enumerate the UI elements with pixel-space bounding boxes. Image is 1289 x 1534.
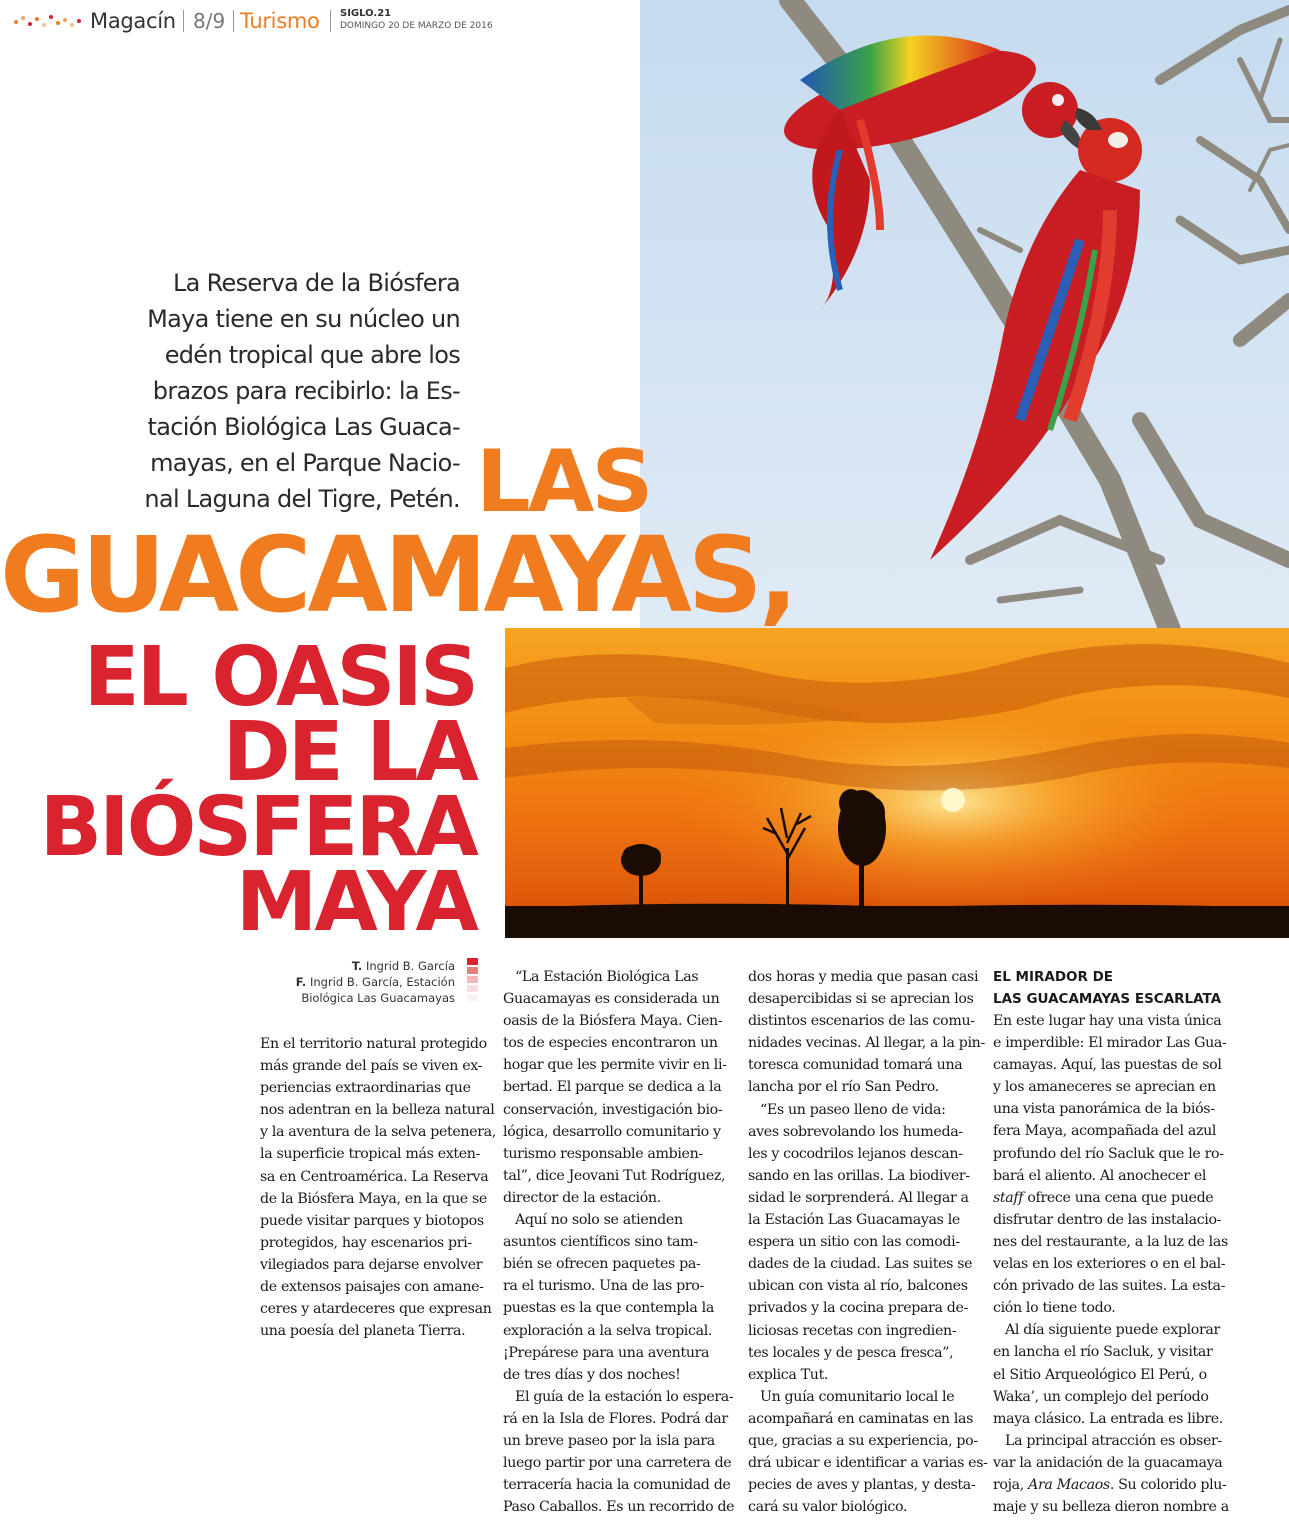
body-line: Guacamayas es considerada un xyxy=(503,991,720,1008)
body-line: de tres días y dos noches! xyxy=(503,1366,681,1383)
body-line: director de la estación. xyxy=(503,1189,661,1206)
header-divider xyxy=(330,10,331,32)
lead-paragraph xyxy=(100,265,460,517)
lead-line: tación Biológica Las Guaca- xyxy=(147,413,460,441)
lead-line: nal Laguna del Tigre, Petén. xyxy=(144,485,460,513)
body-line: de extensos paisajes con amane- xyxy=(260,1279,484,1296)
body-line: pecies de aves y plantas, y desta- xyxy=(748,1477,976,1494)
body-line: tal”, dice Jeovani Tut Rodríguez, xyxy=(503,1167,726,1184)
header-divider xyxy=(183,10,184,32)
body-line: privados y la cocina prepara de- xyxy=(748,1300,969,1317)
body-line: bertad. El parque se dedica a la xyxy=(503,1079,722,1096)
body-line: la Estación Las Guacamayas le xyxy=(748,1212,960,1229)
body-line: En este lugar hay una vista única xyxy=(993,1013,1222,1029)
body-line: periencias extraordinarias que xyxy=(260,1080,471,1097)
text-credit-author: Ingrid B. García xyxy=(365,959,455,973)
body-line: cará su valor biológico. xyxy=(748,1499,908,1516)
photo-credit-author: Ingrid B. García, Estación xyxy=(309,975,455,989)
body-line: rá en la Isla de Flores. Podrá dar xyxy=(503,1410,728,1427)
body-line: cón privado de las suites. La esta- xyxy=(993,1278,1226,1295)
body-line: y la aventura de la selva petenera, xyxy=(260,1124,496,1141)
lead-line: brazos para recibirlo: la Es- xyxy=(152,377,460,405)
body-line: dades de la ciudad. Las suites se xyxy=(748,1256,973,1273)
body-line: vilegiados para dejarse envolver xyxy=(260,1256,483,1273)
body-line: Paso Caballos. Es un recorrido de xyxy=(503,1499,735,1516)
body-line: luego partir por una carretera de xyxy=(503,1455,732,1472)
body-line: maya clásico. La entrada es libre. xyxy=(993,1410,1223,1427)
body-line: una poesía del planeta Tierra. xyxy=(260,1323,466,1340)
body-line: asuntos científicos sino tam- xyxy=(503,1234,698,1251)
headline-el-oasis: EL OASIS xyxy=(83,630,476,725)
body-column-2 xyxy=(503,966,735,1518)
body-line: distintos escenarios de las comu- xyxy=(748,1013,975,1030)
body-line: oasis de la Biósfera Maya. Cien- xyxy=(503,1013,723,1030)
body-line: puestas es la que contempla la xyxy=(503,1300,714,1317)
body-line: puede visitar parques y biotopos xyxy=(260,1212,484,1229)
body-line: bién se ofrecen paquetes pa- xyxy=(503,1256,701,1273)
body-line: Al día siguiente puede explorar xyxy=(1005,1322,1220,1339)
body-line: liciosas recetas con ingredien- xyxy=(748,1322,957,1339)
body-line: terracería hacia la comunidad de xyxy=(503,1477,731,1494)
body-line: la superficie tropical más exten- xyxy=(260,1146,481,1163)
roja-pre: roja, xyxy=(993,1476,1029,1493)
body-line: sidad le sorprenderá. Al llegar a xyxy=(748,1189,969,1206)
body-line: En el territorio natural protegido xyxy=(260,1036,487,1052)
body-line: sando en las orillas. La biodiver- xyxy=(748,1167,970,1184)
staff-rest: ofrece una cena que puede xyxy=(1023,1189,1214,1206)
subheading xyxy=(993,966,1233,1010)
lead-line: mayas, en el Parque Nacio- xyxy=(150,449,460,477)
headline-guacamayas: GUACAMAYAS, xyxy=(0,514,795,636)
page-numbers: 8/9 xyxy=(193,9,226,33)
body-line: exploración a la selva tropical. xyxy=(503,1322,713,1339)
body-line: Un guía comunitario local le xyxy=(760,1388,955,1405)
body-line: Waka’, un complejo del período xyxy=(993,1388,1209,1405)
body-line: más grande del país se viven ex- xyxy=(260,1058,483,1075)
body-line: var la anidación de la guacamaya xyxy=(993,1454,1223,1471)
staff-word: staff xyxy=(993,1189,1024,1206)
headline-las: LAS xyxy=(476,432,651,532)
body-line: de la Biósfera Maya, en la que se xyxy=(260,1190,487,1207)
body-line: ubican con vista al río, balcones xyxy=(748,1278,968,1295)
headline-de-la: DE LA xyxy=(222,705,476,800)
body-line: nidades vecinas. Al llegar, a la pin- xyxy=(748,1035,985,1052)
body-line xyxy=(993,1474,1227,1496)
issue-date: DOMINGO 20 DE MARZO DE 2016 xyxy=(340,21,493,31)
photo-credit-author-cont: Biológica Las Guacamayas xyxy=(301,991,455,1005)
body-line: tes locales y de pesca fresca”, xyxy=(748,1344,954,1361)
photo-credit-label: F. xyxy=(295,975,307,989)
body-line: Aquí no solo se atienden xyxy=(515,1212,683,1229)
subheading-line: EL MIRADOR DE xyxy=(993,969,1114,985)
body-line: “La Estación Biológica Las xyxy=(515,969,699,985)
body-line: bará el aliento. Al anochecer el xyxy=(993,1167,1207,1184)
body-line: nos adentran en la belleza natural xyxy=(260,1102,495,1119)
body-line: ra el turismo. Una de las pro- xyxy=(503,1278,704,1295)
body-line: y los amaneceres se aprecian en xyxy=(993,1079,1216,1096)
body-line: El guía de la estación lo espera- xyxy=(515,1388,734,1405)
body-line: dos horas y media que pasan casi xyxy=(748,969,979,985)
body-line: “Es un paseo lleno de vida: xyxy=(760,1101,946,1118)
body-line: nes del restaurante, a la luz de las xyxy=(993,1233,1228,1250)
subheading-line: LAS GUACAMAYAS ESCARLATA xyxy=(993,991,1222,1007)
lead-line: edén tropical que abre los xyxy=(164,341,460,369)
roja-post: . Su colorido plu- xyxy=(1109,1476,1227,1493)
body-column-1 xyxy=(260,1033,496,1342)
body-line: turismo responsable ambien- xyxy=(503,1145,703,1162)
body-line: ¡Prepárese para una aventura xyxy=(503,1344,710,1361)
body-line: que, gracias a su experiencia, po- xyxy=(748,1432,978,1449)
lead-line: La Reserva de la Biósfera xyxy=(173,269,460,297)
body-line: ceres y atardeceres que expresan xyxy=(260,1301,492,1318)
body-line: les y cocodrilos lejanos descan- xyxy=(748,1145,963,1162)
body-line: La principal atracción es obser- xyxy=(1005,1432,1222,1449)
body-line: toresca comunidad tomará una xyxy=(748,1057,963,1074)
body-line: el Sitio Arqueológico El Perú, o xyxy=(993,1366,1207,1383)
headline-biosfera: BIÓSFERA xyxy=(39,780,476,875)
body-line: e imperdible: El mirador Las Gua- xyxy=(993,1035,1227,1052)
body-line: espera un sitio con las comodi- xyxy=(748,1234,960,1251)
section-name: Magacín xyxy=(90,9,176,33)
body-line: ción lo tiene todo. xyxy=(993,1300,1116,1317)
body-line: maje y su belleza dieron nombre a xyxy=(993,1499,1229,1516)
body-line: una vista panorámica de la biós- xyxy=(993,1101,1215,1118)
credit-color-bar xyxy=(467,958,478,1004)
body-line: hogar que les permite vivir en li- xyxy=(503,1057,727,1074)
body-line: sa en Centroamérica. La Reserva xyxy=(260,1168,489,1185)
body-line: acompañará en caminatas en las xyxy=(748,1410,974,1427)
body-line: lógica, desarrollo comunitario y xyxy=(503,1123,721,1140)
body-line: lancha por el río San Pedro. xyxy=(748,1079,939,1096)
body-column-3 xyxy=(748,966,988,1518)
species-name: Ara Macaos xyxy=(1028,1476,1110,1493)
newspaper-name: SIGLO.21 xyxy=(340,8,392,19)
body-line: en lancha el río Sacluk, y visitar xyxy=(993,1344,1213,1361)
decorative-dots-icon xyxy=(14,14,84,30)
body-line: velas en los exteriores o en el bal- xyxy=(993,1256,1226,1273)
body-line: disfrutar dentro de las instalacio- xyxy=(993,1211,1222,1228)
lead-line: Maya tiene en su núcleo un xyxy=(147,305,460,333)
body-line: drá ubicar e identificar a varias es- xyxy=(748,1455,988,1472)
body-line: fera Maya, acompañada del azul xyxy=(993,1123,1217,1140)
body-line: protegidos, hay escenarios pri- xyxy=(260,1234,472,1251)
body-line xyxy=(993,1187,1215,1209)
body-line: aves sobrevolando los humeda- xyxy=(748,1123,963,1140)
byline xyxy=(240,958,455,1006)
body-line: tos de especies encontraron un xyxy=(503,1035,718,1052)
body-line: camayas. Aquí, las puestas de sol xyxy=(993,1057,1222,1074)
section-topic: Turismo xyxy=(240,9,320,33)
body-line: explica Tut. xyxy=(748,1366,829,1383)
body-line: conservación, investigación bio- xyxy=(503,1101,723,1118)
header-divider xyxy=(233,10,234,32)
headline-maya: MAYA xyxy=(235,855,476,950)
text-credit-label: T. xyxy=(351,959,363,973)
body-line: desapercibidas si se aprecian los xyxy=(748,991,974,1008)
body-line: profundo del río Sacluk que le ro- xyxy=(993,1145,1224,1162)
sunset-photo xyxy=(505,628,1289,938)
body-line: un breve paseo por la isla para xyxy=(503,1432,715,1449)
body-column-4 xyxy=(993,1010,1229,1518)
